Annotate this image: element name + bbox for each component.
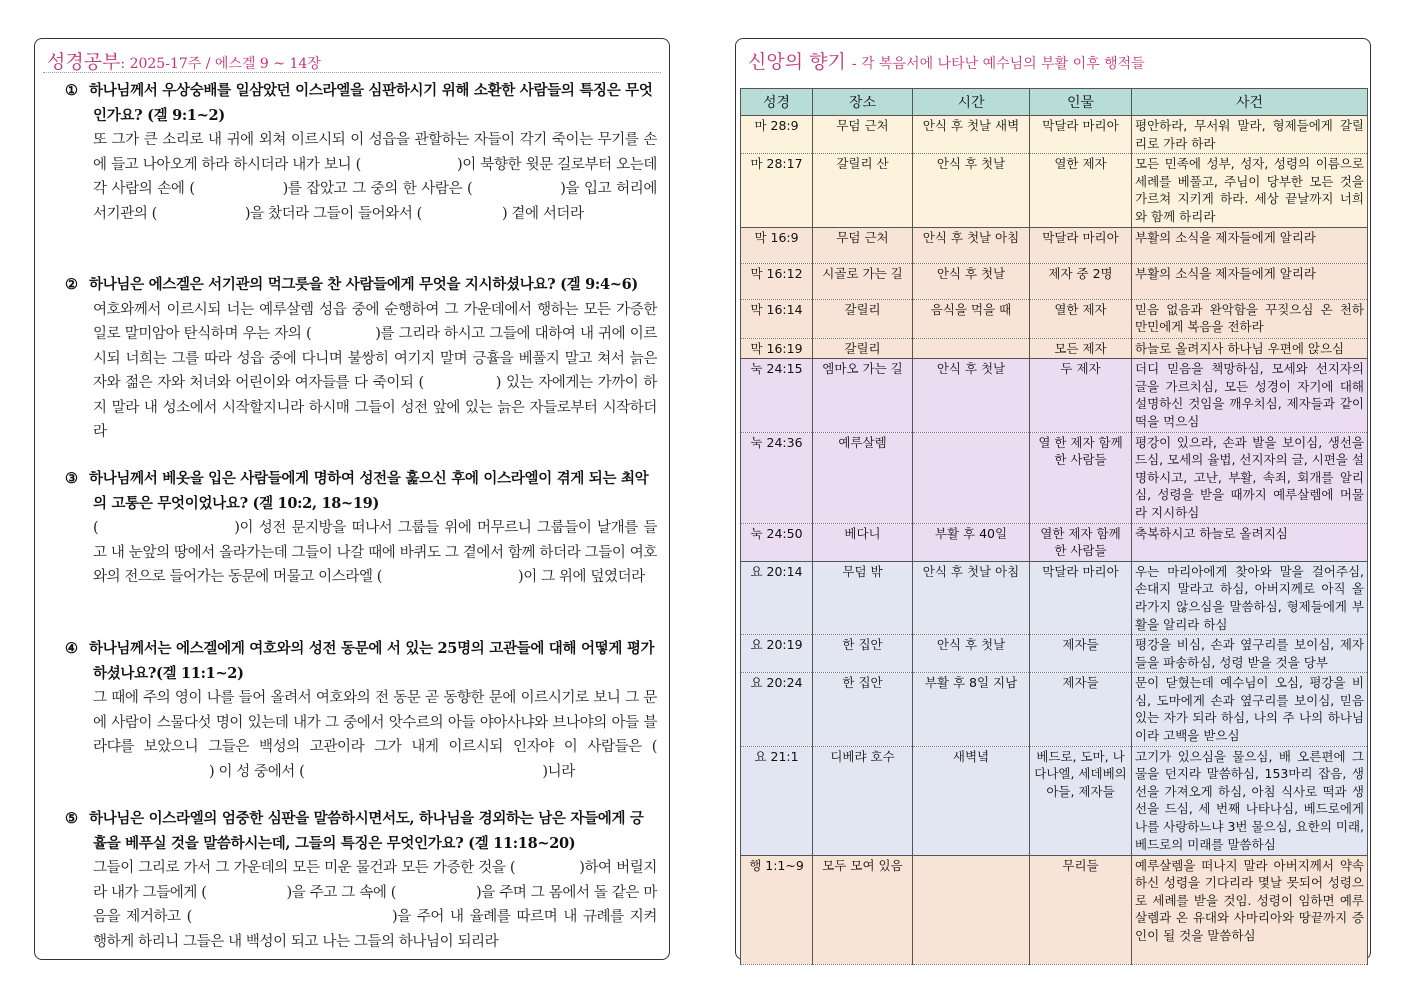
cell-time [913, 432, 1030, 523]
cell-event: 예루살렘을 떠나지 말라 아버지께서 약속하신 성령을 기다리라 몇날 못되어 성령으로 세례를 받을 것임. 성령이 임하면 예루살렘과 온 유대와 사마리아와 땅끝까지 증인이 될 것을 말씀하심 [1132, 855, 1368, 964]
cell-reference: 막 16:19 [741, 338, 813, 359]
faith-subtitle: - 각 복음서에 나타난 예수님의 부활 이후 행적들 [851, 56, 1145, 72]
cell-event: 평강이 있으라, 손과 발을 보이심, 생선을 드심, 모세의 율법, 선지자의 글, 시편을 설명하시고, 고난, 부활, 속죄, 회개를 알리심, 성령을 받을 때까지 예루살렘에 머물라 지시하심 [1132, 432, 1368, 523]
passage-text: )이 성전 문지방을 떠나서 그룹들 위에 머무르니 그룹들이 날개를 들고 내 눈앞의 땅에서 올라가는데 그들이 나갈 때에 바퀴도 그 곁에서 함께 하더라 그들이 여호와의 전으로 들어가는 동문에 머물고 이스라엘 ( [93, 520, 657, 585]
table-row [741, 523, 1368, 561]
passage-text: )을 주어 내 율례를 따르며 내 규례를 지켜 행하게 하리니 그들은 내 백성이 되고 나는 그들의 하나님이 되리라 [93, 909, 657, 950]
question-number: ③ [65, 470, 78, 487]
question-title [65, 807, 657, 856]
cell-time: 부활 후 40일 [913, 523, 1030, 561]
cell-event: 고기가 있으심을 물으심, 배 오른편에 그물을 던지라 말씀하심, 153마리 잡음, 생선을 가져오게 하심, 아침 식사로 떡과 생선을 드심, 세 번째 나타나심, 베드로에게 나를 사랑하느냐 3번 물으심, 요한의 미래, 베드로의 미래를 말씀하심 [1132, 746, 1368, 855]
passage-text: ) 곁에 서더라 [501, 205, 584, 222]
question-number: ② [65, 276, 78, 293]
cell-event: 하늘로 올려지사 하나님 우편에 앉으심 [1132, 338, 1368, 359]
question-number: ① [65, 82, 78, 99]
table-row [741, 227, 1368, 263]
cell-place: 무덤 근처 [813, 116, 913, 154]
cell-time: 안식 후 첫날 [913, 359, 1030, 432]
cell-reference: 요 21:1 [741, 746, 813, 855]
cell-time: 안식 후 첫날 새벽 [913, 116, 1030, 154]
question-5 [65, 807, 657, 954]
table-row [741, 432, 1368, 523]
cell-time: 새벽녘 [913, 746, 1030, 855]
cell-time: 안식 후 첫날 아침 [913, 561, 1030, 634]
question-title [65, 637, 657, 686]
passage-text: )를 그리라 하시고 그들에 대하여 내 귀에 이르시되 너희는 그를 따라 성읍 중에 다니며 불쌍히 여기지 말며 긍휼을 베풀지 말고 쳐서 늙은 자와 젊은 자와 처녀와 어린이와 여자들를 다 죽이되 ( [93, 326, 657, 391]
passage-text: )하여 버릴지라 내가 그들에게 ( [93, 860, 657, 901]
question-passage [65, 856, 657, 954]
col-header-place: 장소 [813, 89, 913, 116]
question-number: ④ [65, 640, 78, 657]
table-row [741, 338, 1368, 359]
cell-place: 베다니 [813, 523, 913, 561]
passage-text: ) 있는 자에게는 가까이 하지 말라 내 성소에서 시작할지니라 하시매 그들이 성전 앞에 있는 늙은 자들로부터 시작하더라 [93, 375, 657, 440]
cell-time [913, 338, 1030, 359]
question-text: 하나님께서 베옷을 입은 사람들에게 명하여 성전을 훑으신 후에 이스라엘이 겪게 되는 최악의 고통은 무엇이었나요? (겔 10:2, 18~19) [89, 470, 649, 512]
cell-event: 문이 닫혔는데 예수님이 오심, 평강을 비심, 도마에게 손과 옆구리를 보이심, 믿음 있는 자가 되라 하심, 나의 주 나의 하나님이라 고백을 받으심 [1132, 673, 1368, 746]
question-title [65, 79, 657, 128]
cell-place: 무덤 근처 [813, 227, 913, 263]
cell-event: 우는 마리아에게 찾아와 말을 걸어주심, 손대지 말라고 하심, 아버지께로 아직 올라가지 않으심을 말씀하심, 형제들에게 부활을 알리라 하심 [1132, 561, 1368, 634]
table-row [741, 359, 1368, 432]
cell-place: 한 집안 [813, 673, 913, 746]
col-header-reference: 성경 [741, 89, 813, 116]
question-text: 하나님께서 우상숭배를 일삼았던 이스라엘을 심판하시기 위해 소환한 사람들의 특징은 무엇인가요? (겔 9:1~2) [89, 82, 653, 124]
cell-reference: 막 16:9 [741, 227, 813, 263]
col-header-time: 시간 [913, 89, 1030, 116]
cell-reference: 마 28:17 [741, 154, 813, 227]
cell-event: 더디 믿음을 책망하심, 모세와 선지자의 글을 가르치심, 모든 성경이 자기에 대해 설명하신 것임을 깨우치심, 제자들과 같이 떡을 먹으심 [1132, 359, 1368, 432]
cell-reference: 눅 24:50 [741, 523, 813, 561]
cell-people: 열한 제자 [1030, 154, 1132, 227]
bible-study-subtitle: : 2025-17주 / 에스겔 9 ~ 14장 [120, 56, 321, 72]
passage-text: )을 입고 허리에 서기관의 ( [93, 181, 657, 222]
faith-fragrance-panel [735, 38, 1371, 960]
question-passage [65, 128, 657, 226]
passage-text: ( [93, 520, 99, 536]
cell-reference: 눅 24:15 [741, 359, 813, 432]
cell-place: 갈릴리 산 [813, 154, 913, 227]
cell-time: 안식 후 첫날 [913, 263, 1030, 299]
question-number: ⑤ [65, 810, 78, 827]
cell-people: 제자들 [1030, 673, 1132, 746]
cell-reference: 요 20:24 [741, 673, 813, 746]
table-row [741, 154, 1368, 227]
question-3 [65, 467, 657, 590]
cell-event: 모든 민족에 성부, 성자, 성령의 이름으로 세례를 베풀고, 주님이 당부한 모든 것을 가르쳐 지키게 하라. 세상 끝날까지 너희와 함께 하리라 [1132, 154, 1368, 227]
cell-event: 축복하시고 하늘로 올려지심 [1132, 523, 1368, 561]
passage-text: )니라 [542, 763, 575, 780]
cell-time: 안식 후 첫날 아침 [913, 227, 1030, 263]
table-row [741, 299, 1368, 338]
table-header-row [741, 89, 1368, 116]
bible-study-panel [34, 38, 670, 960]
col-header-event: 사건 [1132, 89, 1368, 116]
cell-reference: 행 1:1~9 [741, 855, 813, 964]
header-divider [43, 72, 661, 73]
cell-people: 막달라 마리아 [1030, 227, 1132, 263]
table-row [741, 116, 1368, 154]
cell-place: 엠마오 가는 길 [813, 359, 913, 432]
cell-people: 열한 제자 [1030, 299, 1132, 338]
passage-text: )를 잡았고 그 중의 한 사람은 ( [282, 181, 473, 197]
cell-place: 무덤 밖 [813, 561, 913, 634]
cell-people: 모든 제자 [1030, 338, 1132, 359]
cell-event: 부활의 소식을 제자들에게 알리라 [1132, 227, 1368, 263]
question-text: 하나님은 에스겔은 서기관의 먹그릇을 찬 사람들에게 무엇을 지시하셨나요? (겔 9:4~6) [89, 276, 638, 293]
question-title [65, 273, 657, 298]
cell-reference: 막 16:12 [741, 263, 813, 299]
cell-people: 제자 중 2명 [1030, 263, 1132, 299]
resurrection-appearances-table [740, 88, 1368, 965]
cell-people: 막달라 마리아 [1030, 116, 1132, 154]
cell-time: 음식을 먹을 때 [913, 299, 1030, 338]
question-passage [65, 686, 657, 784]
col-header-people: 인물 [1030, 89, 1132, 116]
cell-reference: 요 20:19 [741, 635, 813, 673]
question-4 [65, 637, 657, 784]
cell-people: 열한 제자 함께 한 사람들 [1030, 523, 1132, 561]
question-2 [65, 273, 657, 445]
cell-people: 열 한 제자 함께 한 사람들 [1030, 432, 1132, 523]
cell-event: 평강을 비심, 손과 옆구리를 보이심, 제자들을 파송하심, 성령 받을 것을 당부 [1132, 635, 1368, 673]
question-text: 하나님은 이스라엘의 엄중한 심판을 말씀하시면서도, 하나님을 경외하는 남은 자들에게 긍휼을 베푸실 것을 말씀하시는데, 그들의 특징은 무엇인가요? (겔 11:18~20) [89, 810, 644, 852]
cell-people: 베드로, 도마, 나다나엘, 세데베의 아들, 제자들 [1030, 746, 1132, 855]
bible-study-header [47, 47, 321, 74]
passage-text: 또 그가 큰 소리로 내 귀에 외쳐 이르시되 이 성읍을 관할하는 자들이 각기 죽이는 무기를 손에 들고 나아오게 하라 하시더라 내가 보니 ( [93, 132, 657, 173]
question-passage [65, 516, 657, 590]
cell-place: 시골로 가는 길 [813, 263, 913, 299]
table-row [741, 673, 1368, 746]
cell-people: 막달라 마리아 [1030, 561, 1132, 634]
passage-text: )을 주고 그 속에 ( [286, 884, 397, 901]
cell-time: 안식 후 첫날 [913, 154, 1030, 227]
question-1 [65, 79, 657, 226]
table-row [741, 746, 1368, 855]
cell-people: 두 제자 [1030, 359, 1132, 432]
cell-place: 예루살렘 [813, 432, 913, 523]
cell-time: 부활 후 8일 지남 [913, 673, 1030, 746]
passage-text: )이 그 위에 덮였더라 [518, 569, 645, 585]
question-text: 하나님께서는 에스겔에게 여호와의 성전 동문에 서 있는 25명의 고관들에 대해 어떻게 평가하셨나요?(겔 11:1~2) [89, 640, 655, 682]
cell-people: 무리들 [1030, 855, 1132, 964]
cell-people: 제자들 [1030, 635, 1132, 673]
cell-event: 믿음 없음과 완악함을 꾸짖으심 온 천하 만민에게 복음을 전하라 [1132, 299, 1368, 338]
passage-text: )이 북향한 윗문 길로부터 오는데 각 사람의 손에 ( [93, 156, 658, 197]
passage-text: ) 이 성 중에서 ( [209, 763, 305, 780]
cell-reference: 마 28:9 [741, 116, 813, 154]
cell-event: 부활의 소식을 제자들에게 알리라 [1132, 263, 1368, 299]
table-row [741, 561, 1368, 634]
cell-place: 디베랴 호수 [813, 746, 913, 855]
cell-place: 갈릴리 [813, 338, 913, 359]
cell-reference: 눅 24:36 [741, 432, 813, 523]
cell-place: 한 집안 [813, 635, 913, 673]
cell-event: 평안하라, 무서워 말라, 형제들에게 갈릴리로 가라 하라 [1132, 116, 1368, 154]
cell-time [913, 855, 1030, 964]
bible-study-title: 성경공부 [47, 51, 121, 73]
faith-title: 신앙의 향기 [748, 51, 846, 73]
question-passage [65, 298, 657, 445]
table-row [741, 855, 1368, 964]
faith-header [748, 47, 1145, 74]
cell-place: 모두 모여 있음 [813, 855, 913, 964]
cell-place: 갈릴리 [813, 299, 913, 338]
passage-text: )을 주며 그 몸에서 돌 같은 마음을 제거하고 ( [93, 884, 657, 925]
passage-text: )을 찼더라 그들이 들어와서 ( [244, 205, 422, 222]
passage-text: 그들이 그리로 가서 그 가운데의 모든 미운 물건과 모든 가증한 것을 ( [93, 860, 516, 876]
cell-time: 안식 후 첫날 [913, 635, 1030, 673]
passage-text: 여호와께서 이르시되 너는 예루살렘 성읍 중에 순행하여 그 가운데에서 행하는 모든 가증한 일로 말미암아 탄식하며 우는 자의 ( [93, 301, 657, 342]
cell-reference: 요 20:14 [741, 561, 813, 634]
question-title [65, 467, 657, 516]
passage-text: 그 때에 주의 영이 나를 들어 올려서 여호와의 전 동문 곧 동향한 문에 이르시기로 보니 그 문에 사람이 스물다섯 명이 있는데 내가 그 중에서 앗수르의 아들 야아사냐와 브나야의 아들 블라댜를 보았으니 그들은 백성의 고관이라 그가 내게 이르시되 인자야 이 사람들은 ( [93, 690, 657, 755]
table-row [741, 263, 1368, 299]
cell-reference: 막 16:14 [741, 299, 813, 338]
table-row [741, 635, 1368, 673]
